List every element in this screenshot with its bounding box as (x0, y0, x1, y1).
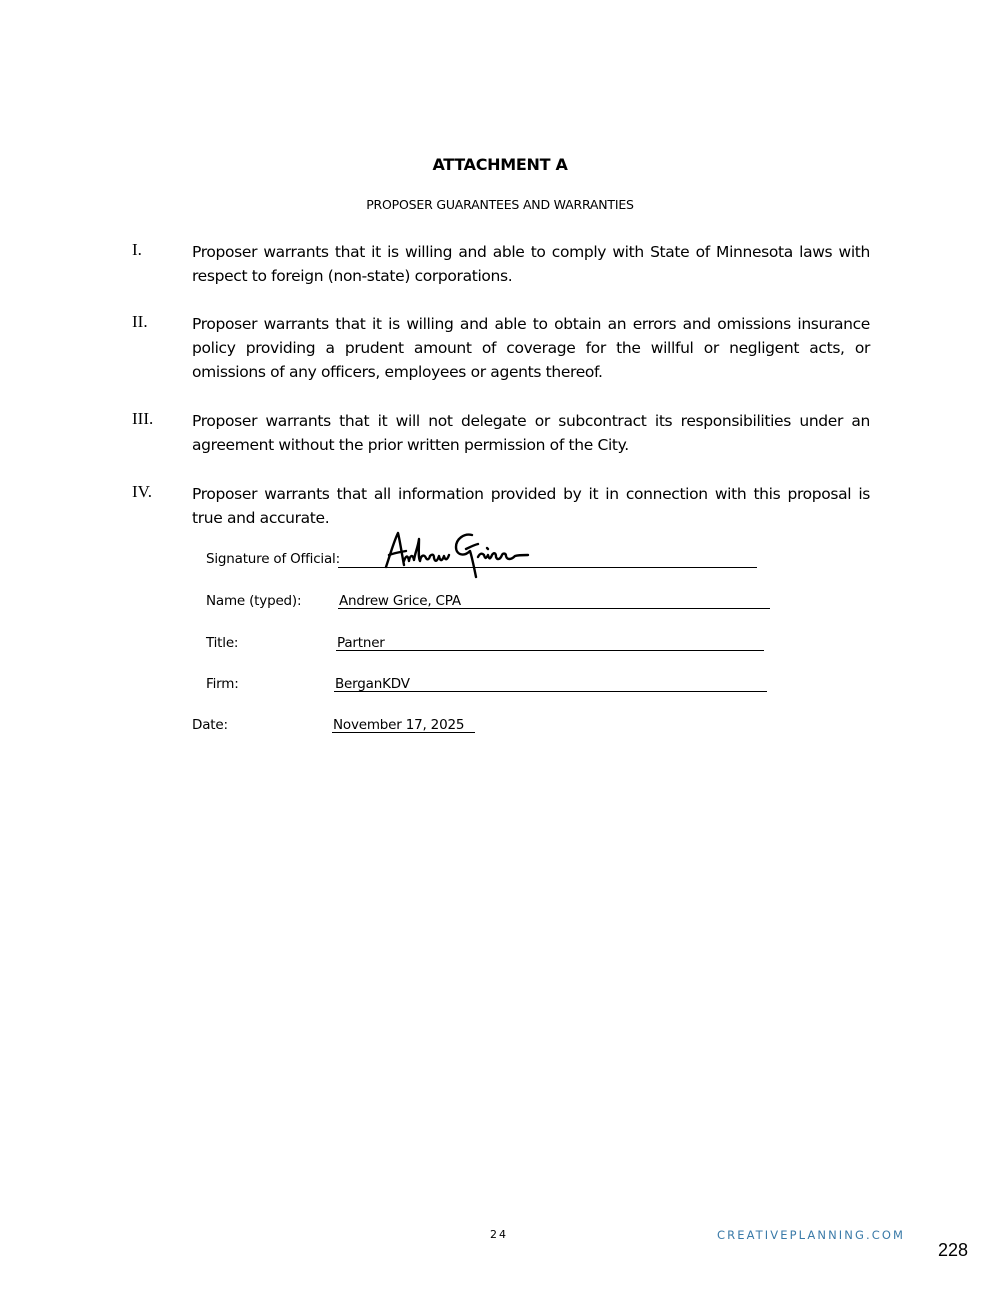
clause-text: Proposer warrants that it will not delegate or subcontract its responsibilities under an agreement without the prior written permission of the City. (192, 412, 870, 454)
page-number: 24 (490, 1228, 508, 1241)
name-value: Andrew Grice, CPA (339, 593, 461, 609)
clause-text: Proposer warrants that it is willing and able to obtain an errors and omissions insurance policy providing a prudent amount of coverage for the willful or negligent acts, or omissions of any officers, employees or agents thereof. (192, 315, 870, 381)
clause-numeral: III. (132, 409, 154, 428)
clause-numeral: IV. (132, 482, 152, 501)
clause-text: Proposer warrants that all information provided by it in connection with this proposal is true and accurate. (192, 485, 870, 527)
date-value: November 17, 2025 (333, 717, 465, 733)
clause-numeral: II. (132, 312, 148, 331)
bates-number: 228 (938, 1240, 969, 1260)
website-footer: CREATIVEPLANNING.COM (717, 1228, 906, 1242)
firm-line (334, 691, 767, 692)
firm-label: Firm: (206, 676, 239, 692)
attachment-heading: ATTACHMENT A (432, 155, 568, 174)
signature-label: Signature of Official: (206, 551, 340, 567)
handwritten-signature (382, 527, 532, 585)
date-line (332, 732, 475, 733)
attachment-subheading: PROPOSER GUARANTEES AND WARRANTIES (366, 197, 634, 212)
title-value: Partner (337, 635, 385, 651)
title-line (336, 650, 764, 651)
clause-numeral: I. (132, 240, 142, 259)
clause-text: Proposer warrants that it is willing and able to comply with State of Minnesota laws with respect to foreign (non-state) corporations. (192, 243, 870, 285)
name-label: Name (typed): (206, 593, 302, 609)
name-line (338, 608, 770, 609)
title-label: Title: (206, 635, 239, 651)
firm-value: BerganKDV (335, 676, 410, 692)
date-label: Date: (192, 717, 228, 733)
